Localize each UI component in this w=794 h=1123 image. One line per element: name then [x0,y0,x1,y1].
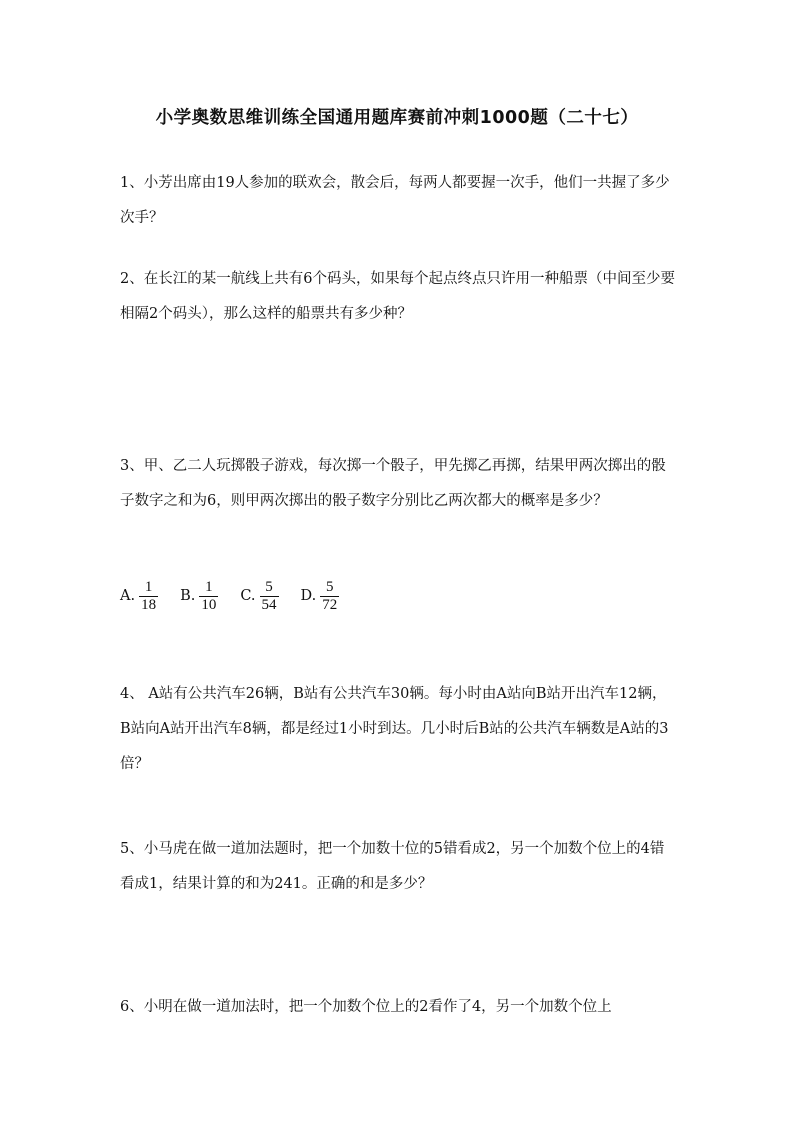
fraction [320,579,339,614]
question-2: 2、在长江的某一航线上共有6个码头，如果每个起点终点只许用一种船票（中间至少要相隔2个码头），那么这样的船票共有多少种？ [120,271,675,322]
question-3-options [120,574,361,618]
fraction [139,579,158,614]
option-label: B. [180,588,196,604]
fraction-denominator: 18 [141,596,157,613]
question-4: 4、 A站有公共汽车26辆，B站有公共汽车30辆。每小时由A站向B站开出汽车12辆，B站向A站开出汽车8辆，都是经过1小时到达。几小时后B站的公共汽车辆数是A站的3倍？ [120,686,669,772]
fraction-denominator: 72 [322,596,338,613]
option-label: C. [240,588,256,604]
document-title: 小学奥数思维训练全国通用题库赛前冲刺1000题（二十七） [155,108,639,128]
question-6: 6、小明在做一道加法时，把一个加数个位上的2看作了4，另一个加数个位上 [120,999,612,1015]
question-3: 3、甲、乙二人玩掷骰子游戏，每次掷一个骰子，甲先掷乙再掷，结果甲两次掷出的骰子数字之和为6，则甲两次掷出的骰子数字分别比乙两次都大的概率是多少？ [120,458,666,509]
fraction-numerator: 1 [144,578,153,595]
option-label: D. [300,588,317,604]
option-c [240,579,278,614]
fraction [260,579,279,614]
fraction-denominator: 10 [201,596,217,613]
option-a [120,579,158,614]
fraction-numerator: 5 [265,578,273,595]
question-5: 5、小马虎在做一道加法题时，把一个加数十位的5错看成2，另一个加数个位上的4错看成1，结果计算的和为241。正确的和是多少？ [120,841,665,892]
fraction [199,579,218,614]
option-d [301,579,340,614]
option-b [180,579,218,614]
fraction-denominator: 54 [261,596,277,613]
option-label: A. [120,588,136,604]
fraction-numerator: 5 [326,578,334,595]
fraction-numerator: 1 [205,578,213,595]
question-1: 1、小芳出席由19人参加的联欢会，散会后，每两人都要握一次手，他们一共握了多少次手？ [120,175,670,226]
